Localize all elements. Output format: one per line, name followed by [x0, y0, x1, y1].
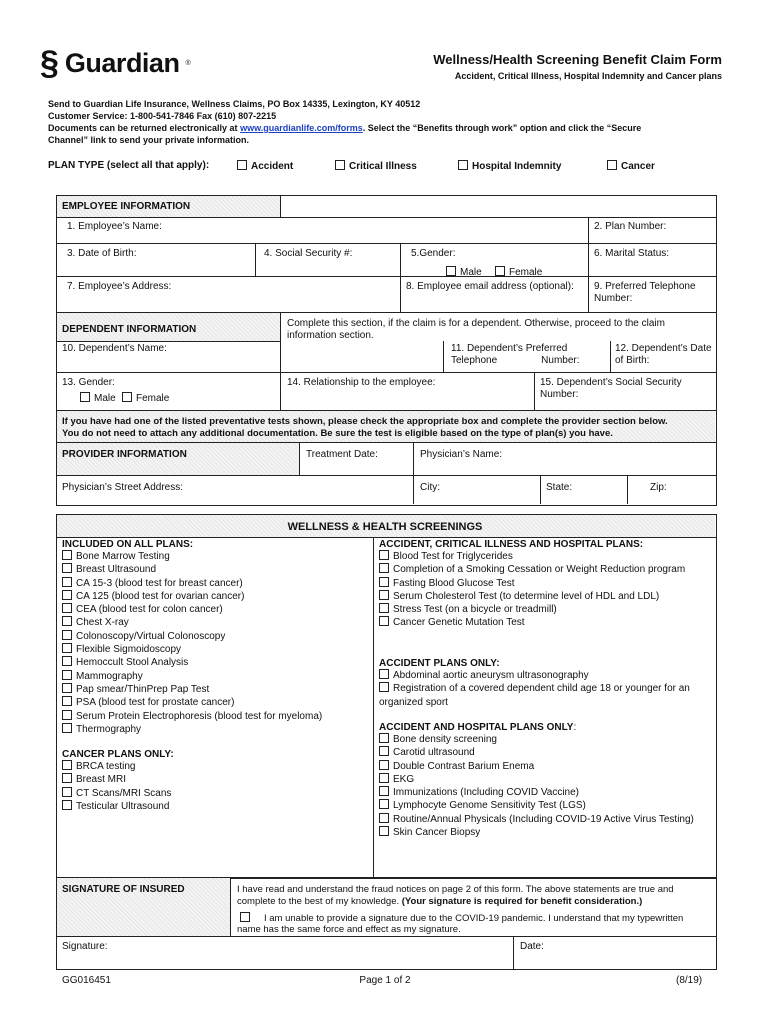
checkbox[interactable] [335, 160, 345, 170]
col-divider [230, 877, 231, 936]
screening-option[interactable] [379, 760, 694, 773]
checkbox[interactable] [62, 603, 72, 613]
screening-label: Stress Test (on a bicycle or treadmill) [393, 604, 557, 616]
fraud-notice-plain: complete to the best of my knowledge. [237, 896, 402, 907]
screening-option[interactable] [62, 643, 322, 656]
social-security-field[interactable]: 4. Social Security #: [264, 248, 353, 259]
row-divider [56, 341, 280, 342]
treatment-date-field[interactable]: Treatment Date: [306, 449, 378, 460]
col-divider [280, 312, 281, 410]
date-field[interactable]: Date: [520, 941, 544, 952]
plan-option-label: Accident [251, 161, 294, 172]
dependent-gender-female-option[interactable] [122, 392, 169, 404]
covid-signature-text-cont: name has the same force and effect as my signature. [237, 924, 461, 935]
screenings-heading: WELLNESS & HEALTH SCREENINGS [287, 521, 483, 533]
covid-signature-option[interactable] [240, 912, 683, 924]
screening-label: CA 15-3 (blood test for breast cancer) [76, 577, 243, 589]
form-id: GG016451 [62, 975, 111, 986]
col-divider [534, 372, 535, 410]
preferred-telephone-label-cont: Number: [594, 293, 633, 304]
checkbox[interactable] [379, 760, 389, 770]
checkbox[interactable] [62, 800, 72, 810]
aci-list [379, 539, 685, 630]
screening-option[interactable] [62, 773, 322, 786]
plan-option-critical-illness[interactable] [335, 160, 417, 172]
screening-label: Flexible Sigmoidoscopy [76, 644, 182, 656]
all-plans-items [62, 550, 322, 736]
screening-option[interactable] [62, 630, 322, 643]
screening-option[interactable] [62, 656, 322, 669]
checkbox[interactable] [62, 616, 72, 626]
plan-option-label: Cancer [621, 161, 655, 172]
checkbox[interactable] [379, 682, 389, 692]
checkbox[interactable] [80, 392, 90, 402]
row-divider [56, 410, 717, 411]
plan-number-field[interactable]: 2. Plan Number: [594, 221, 667, 232]
checkbox[interactable] [379, 826, 389, 836]
gender-option-label: Male [94, 393, 116, 404]
form-title: Wellness/Health Screening Benefit Claim Form [433, 52, 722, 67]
all-plans-list [62, 539, 322, 813]
page-number: Page 1 of 2 [359, 975, 411, 986]
guardian-forms-link[interactable]: www.guardianlife.com/forms [240, 123, 363, 133]
screening-option[interactable] [62, 787, 322, 800]
screening-option[interactable] [379, 577, 685, 590]
screening-option[interactable] [62, 683, 322, 696]
number-word: Number: [541, 355, 580, 366]
dependent-gender-label: 13. Gender: [62, 377, 115, 388]
gender-female-option[interactable] [495, 266, 542, 278]
gender-male-option[interactable] [446, 266, 482, 278]
checkbox[interactable] [62, 773, 72, 783]
screening-label: CA 125 (blood test for ovarian cancer) [76, 590, 245, 602]
dependent-telephone-label-cont [451, 355, 580, 366]
physician-street-field[interactable]: Physician’s Street Address: [62, 482, 183, 493]
screening-label: EKG [393, 773, 415, 785]
plan-option-hospital-indemnity[interactable] [458, 160, 561, 172]
checkbox[interactable] [62, 723, 72, 733]
screening-label: Mammography [76, 670, 143, 682]
all-plans-heading: INCLUDED ON ALL PLANS: [62, 539, 194, 550]
telephone-word: Telephone [451, 355, 498, 366]
zip-field[interactable]: Zip: [650, 482, 667, 493]
checkbox[interactable] [379, 773, 389, 783]
dependent-dob-field[interactable]: 12. Dependent’s Date [615, 343, 712, 354]
dependent-telephone-field[interactable]: 11. Dependent’s Preferred [451, 343, 568, 354]
checkbox[interactable] [495, 266, 505, 276]
screening-option[interactable] [379, 799, 694, 812]
col-divider [255, 243, 256, 276]
instructions-line: You do not need to attach any additional documentation. Be sure the test is eligible based on the type of plan(s) you have. [62, 428, 613, 439]
checkbox[interactable] [379, 616, 389, 626]
gender-option-label: Female [136, 393, 170, 404]
instructions-line: If you have had one of the listed preventative tests shown, please check the appropriate box and complete the provider section below. [62, 416, 668, 427]
accident-list [379, 658, 690, 709]
screening-option[interactable] [62, 616, 322, 629]
checkbox[interactable] [379, 590, 389, 600]
mailing-address: Send to Guardian Life Insurance, Wellness Claims, PO Box 14335, Lexington, KY 40512 [48, 99, 421, 109]
ah-list [379, 722, 694, 839]
fraud-notice-text: I have read and understand the fraud notices on page 2 of this form. The above statements are true and [237, 884, 674, 895]
screening-label: Bone density screening [393, 734, 497, 745]
checkbox[interactable] [379, 746, 389, 756]
gender-option-label: Female [509, 267, 543, 278]
screening-label: PSA (blood test for prostate cancer) [76, 697, 235, 709]
dependent-note-cont: information section. [287, 330, 374, 341]
checkbox[interactable] [62, 577, 72, 587]
form-subtitle: Accident, Critical Illness, Hospital Indemnity and Cancer plans [454, 71, 722, 81]
screening-label: Chest X-ray [76, 617, 129, 629]
screening-option[interactable] [379, 563, 685, 576]
dependent-note: Complete this section, if the claim is for a dependent. Otherwise, proceed to the claim [287, 318, 665, 329]
dependent-gender-male-option[interactable] [80, 392, 116, 404]
screening-option[interactable] [379, 786, 694, 799]
screening-label: Breast MRI [76, 774, 127, 786]
col-divider [443, 341, 444, 372]
col-divider [627, 475, 628, 504]
checkbox[interactable] [62, 550, 72, 560]
screening-option[interactable] [62, 710, 322, 723]
col-divider [588, 217, 589, 312]
signature-field[interactable]: Signature: [62, 941, 108, 952]
checkbox[interactable] [62, 590, 72, 600]
screening-label: Routine/Annual Physicals (Including COVID-19 Active Virus Testing) [393, 813, 694, 825]
checkbox[interactable] [62, 630, 72, 640]
row-divider [56, 243, 717, 244]
screening-option[interactable] [62, 800, 322, 813]
customer-service: Customer Service: 1-800-541-7846 Fax (610) 807-2215 [48, 111, 277, 121]
screening-label: Testicular Ultrasound [76, 801, 170, 813]
preferred-telephone-field[interactable]: 9. Preferred Telephone [594, 281, 696, 292]
checkbox[interactable] [62, 563, 72, 573]
fraud-notice-text-cont [237, 896, 642, 907]
plan-option-label: Hospital Indemnity [472, 161, 562, 172]
date-of-birth-field[interactable]: 3. Date of Birth: [67, 248, 137, 259]
gender-label: 5.Gender: [411, 248, 456, 259]
screening-label: Skin Cancer Biopsy [393, 827, 481, 839]
screening-option[interactable] [62, 723, 322, 736]
row-divider [56, 312, 717, 313]
screening-option[interactable] [62, 760, 322, 773]
screening-label: Breast Ultrasound [76, 564, 157, 576]
employee-info-heading: EMPLOYEE INFORMATION [62, 201, 191, 212]
electronic-return-note [48, 123, 641, 133]
screening-option[interactable] [62, 577, 322, 590]
screening-label: Serum Protein Electrophoresis (blood test for myeloma) [76, 710, 323, 722]
secure-channel-note: Channel” link to send your private information. [48, 135, 250, 145]
screening-label: CT Scans/MRI Scans [76, 787, 172, 799]
cancer-plans-heading: CANCER PLANS ONLY: [62, 749, 174, 761]
col-divider [280, 195, 281, 217]
ah-heading-text: ACCIDENT AND HOSPITAL PLANS ONLY [379, 722, 574, 733]
col-divider [610, 341, 611, 372]
checkbox[interactable] [379, 563, 389, 573]
aci-plans-heading: ACCIDENT, CRITICAL ILLNESS AND HOSPITAL PLANS: [379, 539, 644, 550]
checkbox[interactable] [379, 799, 389, 809]
checkbox[interactable] [122, 392, 132, 402]
marital-status-field[interactable]: 6. Marital Status: [594, 248, 670, 259]
plan-option-cancer[interactable] [607, 160, 655, 172]
dependent-ssn-label-cont: Number: [540, 389, 579, 400]
ah-heading-colon: : [573, 722, 577, 733]
checkbox[interactable] [62, 696, 72, 706]
signature-required-note: (Your signature is required for benefit consideration.) [401, 896, 643, 907]
checkbox[interactable] [379, 550, 389, 560]
employee-name-field[interactable]: 1. Employee’s Name: [67, 221, 162, 232]
checkbox[interactable] [240, 912, 250, 922]
dependent-info-heading: DEPENDENT INFORMATION [62, 324, 197, 335]
col-divider [400, 243, 401, 312]
screening-label: Hemoccult Stool Analysis [76, 657, 189, 669]
plan-type-label: PLAN TYPE (select all that apply): [48, 160, 210, 171]
screening-option[interactable] [62, 603, 322, 616]
row-divider [56, 276, 717, 277]
screening-option[interactable] [379, 603, 685, 616]
screening-option[interactable] [62, 590, 322, 603]
row-divider [56, 475, 717, 476]
checkbox[interactable] [379, 786, 389, 796]
guardian-logo-text: Guardian [64, 47, 180, 78]
screening-option[interactable] [62, 696, 322, 709]
dependent-name-field[interactable]: 10. Dependent’s Name: [62, 343, 167, 354]
row-divider [56, 217, 717, 218]
screening-label: Bone Marrow Testing [76, 551, 170, 562]
screening-label-cont: organized sport [379, 696, 448, 708]
employee-address-field[interactable]: 7. Employee’s Address: [67, 281, 172, 292]
physician-name-field[interactable]: Physician’s Name: [420, 449, 503, 460]
screening-label: Carotid ultrasound [393, 747, 475, 759]
screening-label: Double Contrast Barium Enema [393, 760, 535, 772]
registered-mark: ® [185, 59, 191, 67]
electronic-return-prefix: Documents can be returned electronically at [48, 123, 241, 133]
screening-option[interactable] [62, 670, 322, 683]
screening-option[interactable] [379, 616, 685, 629]
employee-email-field[interactable]: 8. Employee email address (optional): [406, 281, 574, 292]
guardian-logo-icon: § [40, 44, 59, 82]
ah-plans-heading [379, 722, 694, 733]
screening-option[interactable] [379, 813, 694, 826]
screening-label: Cancer Genetic Mutation Test [393, 617, 525, 629]
row-divider [56, 442, 717, 443]
plan-option-accident[interactable] [237, 160, 293, 172]
plan-option-label: Critical Illness [349, 161, 417, 172]
screening-label: Blood Test for Triglycerides [393, 551, 513, 562]
dependent-dob-label-cont: of Birth: [615, 355, 650, 366]
checkbox[interactable] [379, 603, 389, 613]
gender-option-label: Male [460, 267, 482, 278]
screening-label: CEA (blood test for colon cancer) [76, 604, 223, 616]
accident-plans-heading: ACCIDENT PLANS ONLY: [379, 658, 500, 669]
checkbox[interactable] [458, 160, 468, 170]
col-divider [513, 936, 514, 969]
checkbox[interactable] [62, 710, 72, 720]
checkbox[interactable] [62, 656, 72, 666]
screening-label: Registration of a covered dependent child age 18 or younger for an [393, 683, 690, 695]
screening-option[interactable] [62, 550, 322, 563]
col-divider [373, 537, 374, 878]
row-divider [56, 537, 717, 538]
screening-label: Thermography [76, 723, 142, 735]
checkbox[interactable] [62, 760, 72, 770]
screening-option[interactable] [379, 733, 694, 746]
ah-plans-items [379, 733, 694, 839]
col-divider [540, 475, 541, 504]
screening-label: BRCA testing [76, 761, 136, 773]
screening-label: Pap smear/ThinPrep Pap Test [76, 683, 210, 695]
screening-label: Colonoscopy/Virtual Colonoscopy [76, 630, 226, 642]
screening-option[interactable] [379, 682, 690, 695]
screening-label: Serum Cholesterol Test (to determine level of HDL and LDL) [393, 590, 660, 602]
signature-heading: SIGNATURE OF INSURED [62, 884, 185, 895]
form-version: (8/19) [676, 975, 703, 986]
screening-label: Completion of a Smoking Cessation or Weight Reduction program [393, 564, 686, 576]
state-field[interactable]: State: [546, 482, 573, 493]
electronic-return-suffix: . Select the “Benefits through work” option and click the “Secure [362, 123, 642, 133]
city-field[interactable]: City: [420, 482, 440, 493]
screening-option[interactable] [379, 590, 685, 603]
screening-option[interactable] [379, 826, 694, 839]
screening-option[interactable] [62, 563, 322, 576]
covid-signature-text: I am unable to provide a signature due to the COVID-19 pandemic. I understand that my typewritten [264, 913, 684, 924]
checkbox[interactable] [446, 266, 456, 276]
screening-option[interactable] [379, 669, 690, 682]
checkbox[interactable] [607, 160, 617, 170]
row-divider [56, 372, 717, 373]
guardian-logo [40, 46, 191, 80]
dependent-ssn-field[interactable]: 15. Dependent’s Social Security [540, 377, 682, 388]
screening-label: Lymphocyte Genome Sensitivity Test (LGS) [393, 800, 586, 812]
screening-label: Fasting Blood Glucose Test [393, 577, 515, 589]
col-divider [299, 442, 300, 475]
screening-option[interactable] [379, 773, 694, 786]
relationship-field[interactable]: 14. Relationship to the employee: [287, 377, 436, 388]
col-divider [413, 442, 414, 504]
checkbox[interactable] [62, 643, 72, 653]
checkbox[interactable] [379, 669, 389, 679]
checkbox[interactable] [379, 733, 389, 743]
provider-info-heading: PROVIDER INFORMATION [62, 449, 187, 460]
aci-plans-items [379, 550, 685, 630]
row-divider [56, 936, 717, 937]
screening-label: Immunizations (Including COVID Vaccine) [393, 787, 579, 799]
checkbox[interactable] [62, 787, 72, 797]
checkbox[interactable] [62, 670, 72, 680]
checkbox[interactable] [62, 683, 72, 693]
checkbox[interactable] [379, 813, 389, 823]
screening-option[interactable] [379, 550, 685, 563]
screening-option[interactable] [379, 746, 694, 759]
screening-label: Abdominal aortic aneurysm ultrasonography [393, 670, 589, 681]
checkbox[interactable] [379, 577, 389, 587]
cancer-plans-items [62, 760, 322, 813]
checkbox[interactable] [237, 160, 247, 170]
